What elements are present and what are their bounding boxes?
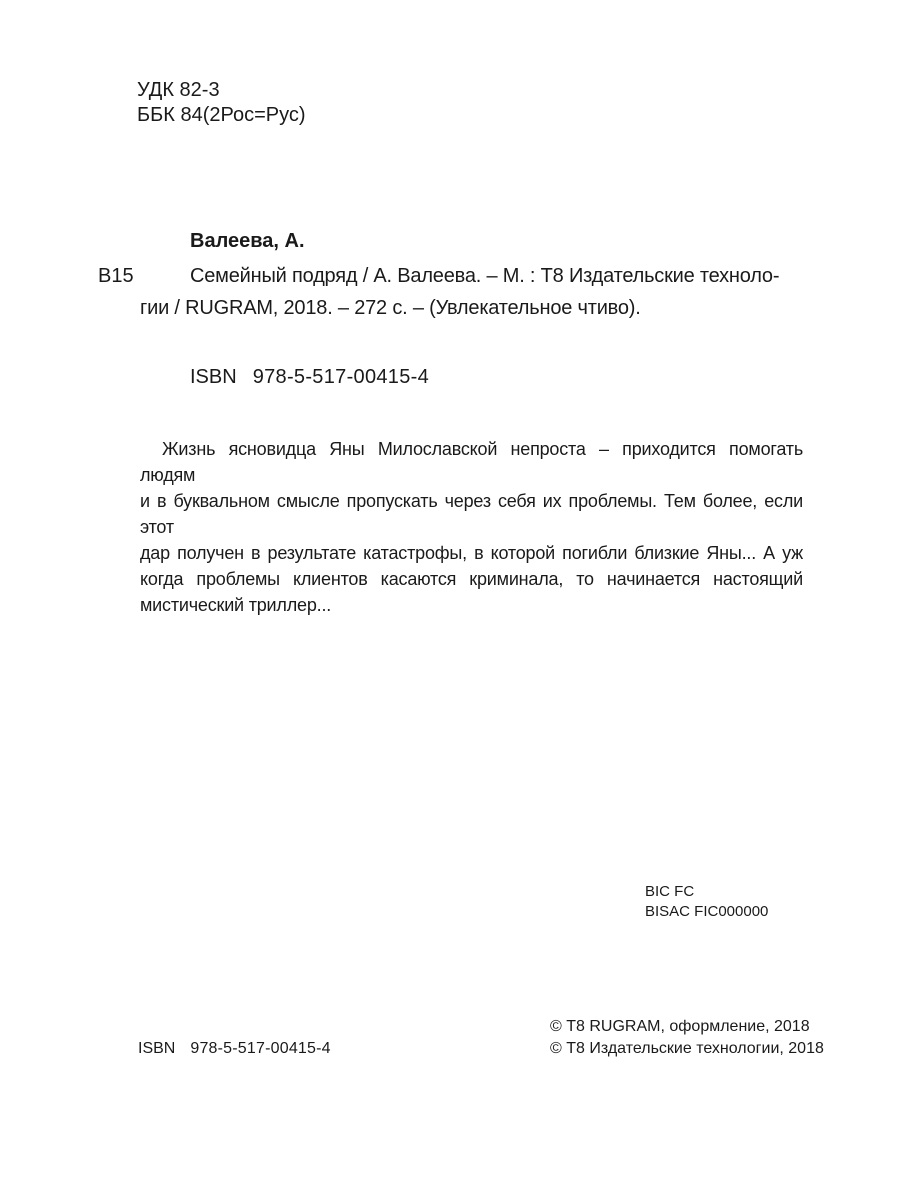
- annotation-line: и в буквальном смысле пропускать через себя их проблемы. Тем более, если этот: [140, 491, 803, 537]
- isbn-bottom: [138, 1038, 331, 1060]
- copyright-design: © Т8 RUGRAM, оформление, 2018: [550, 1018, 810, 1035]
- annotation-line: Жизнь ясновидца Яны Милославской непроста – приходится помогать людям: [140, 439, 803, 485]
- classification-block: [137, 78, 306, 128]
- bic-code: BIC FC: [645, 883, 695, 900]
- bbk-code: ББК 84(2Рос=Рус): [137, 104, 306, 126]
- catalog-author: Валеева, А.: [190, 230, 305, 252]
- udk-code: УДК 82-3: [137, 79, 220, 101]
- isbn-bottom-value: 978-5-517-00415-4: [190, 1040, 331, 1057]
- isbn-top-value: 978-5-517-00415-4: [252, 366, 430, 388]
- catalog-entry-code: В15: [98, 265, 134, 287]
- annotation-paragraph: [140, 436, 803, 618]
- isbn-bottom-label: ISBN: [138, 1040, 176, 1057]
- isbn-top: [190, 366, 429, 389]
- subject-codes-block: [645, 882, 768, 922]
- bisac-code: BISAC FIC000000: [645, 903, 769, 920]
- annotation-line: дар получен в результате катастрофы, в которой погибли близкие Яны... А уж: [140, 543, 803, 563]
- copyright-publisher: © Т8 Издательские технологии, 2018: [550, 1040, 824, 1057]
- annotation-line: когда проблемы клиентов касаются криминала, то начинается настоящий: [140, 569, 803, 589]
- bibliographic-description-line-2: гии / RUGRAM, 2018. – 272 с. – (Увлекательное чтиво).: [140, 297, 641, 319]
- annotation-line: мистический триллер...: [140, 595, 332, 615]
- copyright-block: [550, 1016, 824, 1060]
- bibliographic-description-line-1: Семейный подряд / А. Валеева. – М. : Т8 Издательские техноло-: [190, 265, 780, 287]
- isbn-top-label: ISBN: [190, 366, 237, 388]
